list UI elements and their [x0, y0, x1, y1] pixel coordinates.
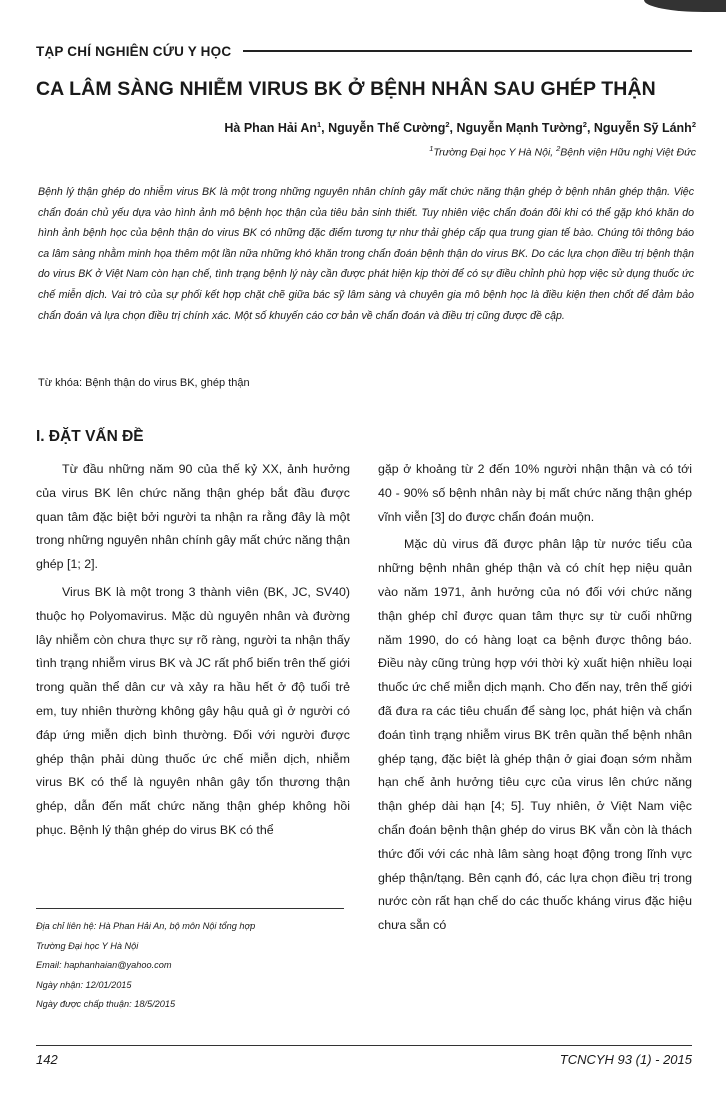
article-title: CA LÂM SÀNG NHIỄM VIRUS BK Ở BỆNH NHÂN SAU GHÉP THẬN — [36, 78, 656, 100]
footnote-line: Trường Đại học Y Hà Nội — [36, 940, 139, 951]
section-heading: I. ĐẶT VẤN ĐỀ — [36, 428, 144, 445]
author-list — [76, 120, 696, 135]
body-column-right — [378, 458, 692, 1038]
body-paragraph-continued: gặp ở khoảng từ 2 đến 10% người nhận thận và có tới 40 - 90% số bệnh nhân này bị mất chức năng thận ghép vĩnh viễn [3] do được chẩn đoán muộn. — [378, 462, 692, 524]
body-column-left — [36, 458, 350, 898]
author-separator: , — [321, 121, 329, 136]
author-name: Nguyễn Sỹ Lánh — [593, 121, 692, 136]
affiliation-list — [76, 144, 696, 159]
abstract: Bệnh lý thận ghép do nhiễm virus BK là một trong những nguyên nhân chính gây mất chức năng thận ghép ở bệnh nhân ghép thận. Việc chẩn đoán chủ yếu dựa vào hình ảnh mô bệnh học thận của tiêu bản sinh thiết. Tuy nhiên việc chẩn đoán đôi khi có thể gặp khó khăn do hình ảnh bệnh học của bệnh thận do virus BK có những đặc điểm tương tự như thải ghép cấp qua trung gian tế bào. Chúng tôi thông báo ca lâm sàng nhằm minh họa thêm một lần nữa những khó khăn trong chẩn đoán bệnh thận do virus BK. Do các lựa chọn điều trị bệnh thận do virus BK ở Việt Nam còn hạn chế, tình trạng bệnh lý này cần được phát hiện kịp thời để có sự điều chỉnh phù hợp việc sử dụng thuốc ức chế miễn dịch. Vai trò của sự phối kết hợp chặt chẽ giữa bác sỹ lâm sàng và chuyên gia mô bệnh học là điều kiện then chốt để đảm bảo chẩn đoán và lựa chọn điều trị chính xác. Một số khuyến cáo cơ bản về chẩn đoán và điều trị cũng được đề cập. — [38, 186, 694, 322]
author-affiliation-mark: 2 — [582, 120, 587, 129]
affiliation-mark: 2 — [556, 144, 561, 153]
author-affiliation-mark: 2 — [445, 120, 450, 129]
page-number: 142 — [36, 1052, 58, 1067]
author-name: Nguyễn Mạnh Tường — [456, 121, 583, 136]
journal-issue: TCNCYH 93 (1) - 2015 — [559, 1052, 692, 1067]
journal-header — [36, 41, 692, 61]
journal-name: TẠP CHÍ NGHIÊN CỨU Y HỌC — [36, 43, 232, 59]
footnote-accepted-date: Ngày được chấp thuận: 18/5/2015 — [36, 999, 176, 1009]
author-name: Nguyễn Thế Cường — [328, 121, 446, 136]
affiliation-name: Trường Đại học Y Hà Nội, — [433, 146, 557, 159]
corner-tab-decoration — [644, 0, 726, 12]
author-separator: , — [449, 121, 457, 136]
body-paragraph: Mặc dù virus đã được phân lập từ nước tiểu của những bệnh nhân ghép thận và có chít hẹp niệu quản vào năm 1971, ảnh hưởng của nó đối với chức năng thận ghép chỉ được quan tâm thực sự từ cuối những năm 1990, do có hàng loạt ca bệnh được thông báo. Điều này cũng trùng hợp với thời kỳ xuất hiện nhiều loại thuốc ức chế miễn dịch mạnh. Cho đến nay, trên thế giới đã đưa ra các tiêu chuẩn để sàng lọc, phát hiện và chẩn đoán tình trạng nhiễm virus BK trên quần thể bệnh nhân ghép tạng, đặc biệt là ghép thận ở giai đoạn sớm nhằm hạn chế ảnh hưởng tiêu cực của virus lên chức năng thận ghép dài hạn [4; 5]. Tuy nhiên, ở Việt Nam việc chẩn đoán bệnh thận ghép do virus BK vẫn còn là thách thức đối với các nhà lâm sàng hoạt động trong lĩnh vực ghép thận/tạng. Bên cạnh đó, các lựa chọn điều trị trong nước còn rất hạn chế do các thuốc kháng virus đặc hiệu chưa sẵn có — [378, 537, 692, 933]
footnote-email: Email: haphanhaian@yahoo.com — [36, 960, 172, 970]
footer-rule — [36, 1045, 692, 1046]
footnote-received-date: Ngày nhận: 12/01/2015 — [36, 979, 132, 990]
keywords: Từ khóa: Bệnh thận do virus BK, ghép thận — [38, 377, 250, 389]
body-paragraph: Virus BK là một trong 3 thành viên (BK, JC, SV40) thuộc họ Polyomavirus. Mặc dù nguyên nhân và đường lây nhiễm còn chưa thực sự rõ ràng, người ta nhận thấy tình trạng nhiễm virus BK và JC rất phổ biến trên thế giới trong quần thể dân cư và xảy ra hầu hết ở độ tuổi trẻ em, tuy nhiên thường không gây hậu quả gì ở người có đáp ứng miễn dịch bình thường. Đối với người được ghép thận phải dùng thuốc ức chế miễn dịch, nhiễm virus BK có thể là nguyên nhân gây tổn thương thận ghép, dẫn đến mất chức năng thận ghép không hồi phục. Bệnh lý thận ghép do virus BK có thể — [36, 584, 350, 837]
correspondence-footnote — [36, 917, 356, 1015]
affiliation-name: Bệnh viện Hữu nghị Việt Đức — [560, 146, 696, 159]
author-separator: , — [586, 121, 594, 136]
affiliation-mark: 1 — [429, 144, 434, 153]
footnote-line: Địa chỉ liên hệ: Hà Phan Hải An, bộ môn Nội tổng hợp — [36, 921, 256, 931]
author-affiliation-mark: 2 — [691, 120, 696, 129]
footnote-rule — [36, 908, 344, 909]
author-name: Hà Phan Hải An — [224, 121, 317, 136]
author-affiliation-mark: 1 — [317, 120, 322, 129]
body-paragraph: Từ đầu những năm 90 của thế kỷ XX, ảnh hưởng của virus BK lên chức năng thận ghép bắt đầu được quan tâm đặc biệt bởi người ta nhận ra rằng đây là một trong những nguyên nhân chính gây mất chức năng thận ghép [1; 2]. — [36, 462, 350, 572]
header-rule — [243, 50, 692, 52]
